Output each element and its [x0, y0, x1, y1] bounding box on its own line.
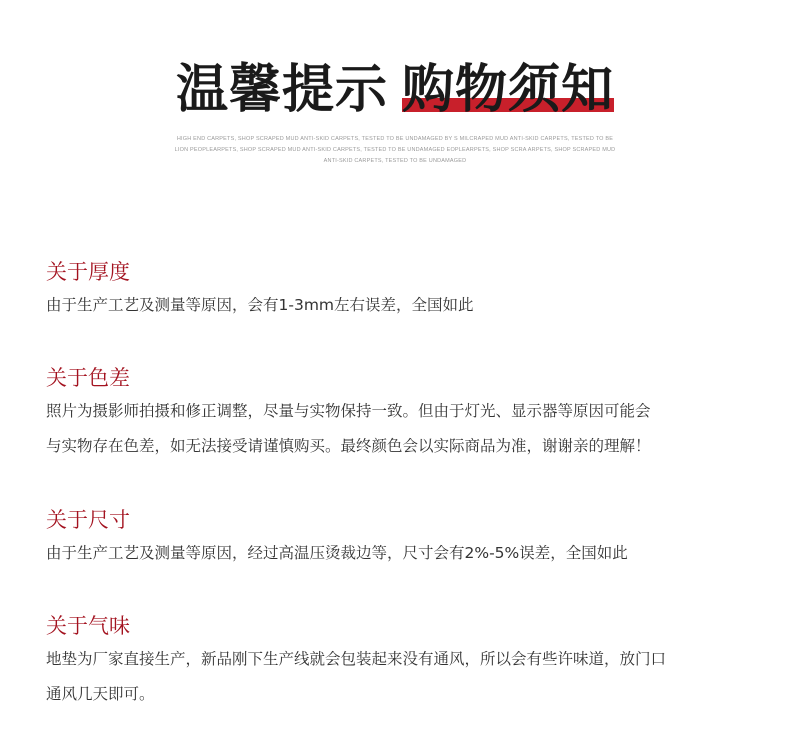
section-color-difference [46, 364, 766, 464]
section-heading: 关于厚度 [46, 260, 130, 284]
section-body [46, 394, 766, 464]
title-main: 温馨提示 [175, 60, 388, 120]
section-heading: 关于尺寸 [46, 508, 130, 532]
section-body [46, 288, 766, 323]
english-subtext: HIGH END CARPETS, SHOP SCRAPED MUD ANTI-SKID CARPETS, TESTED TO BE UNDAMAGED BY S MILCRAPED MUD ANTI-SKID CARPETS, TESTED TO BE LION PEOPLEARPETS, SHOP SCRAPED MUD ANTI-SKID CARPETS, TESTED TO BE UNDAMAGED EOPLEARPETS, SHOP SCRA ARPETS, SHOP SCRAPED MUD ANTI-SKID CARPETS, TESTED TO BE UNDAMAGED [174, 136, 616, 164]
section-line: 与实物存在色差，如无法接受请谨慎购买。最终颜色会以实际商品为准，谢谢亲的理解！ [46, 437, 651, 455]
section-line: 地垫为厂家直接生产，新品刚下生产线就会包装起来没有通风，所以会有些许味道，放门口 [46, 650, 667, 668]
section-body [46, 642, 766, 712]
section-line: 照片为摄影师拍摄和修正调整，尽量与实物保持一致。但由于灯光、显示器等原因可能会 [46, 402, 651, 420]
page-title [0, 58, 790, 122]
section-thickness [46, 258, 766, 323]
section-line: 通风几天即可。 [46, 685, 155, 703]
section-smell [46, 612, 766, 712]
section-body [46, 536, 766, 571]
title-accent-text: 购物须知 [402, 60, 615, 120]
section-line: 由于生产工艺及测量等原因，会有1-3mm左右误差，全国如此 [46, 296, 474, 314]
section-heading: 关于气味 [46, 614, 130, 638]
title-accent [402, 58, 614, 122]
section-heading: 关于色差 [46, 366, 130, 390]
section-line: 由于生产工艺及测量等原因，经过高温压烫裁边等，尺寸会有2%-5%误差，全国如此 [46, 544, 628, 562]
section-size [46, 506, 766, 571]
